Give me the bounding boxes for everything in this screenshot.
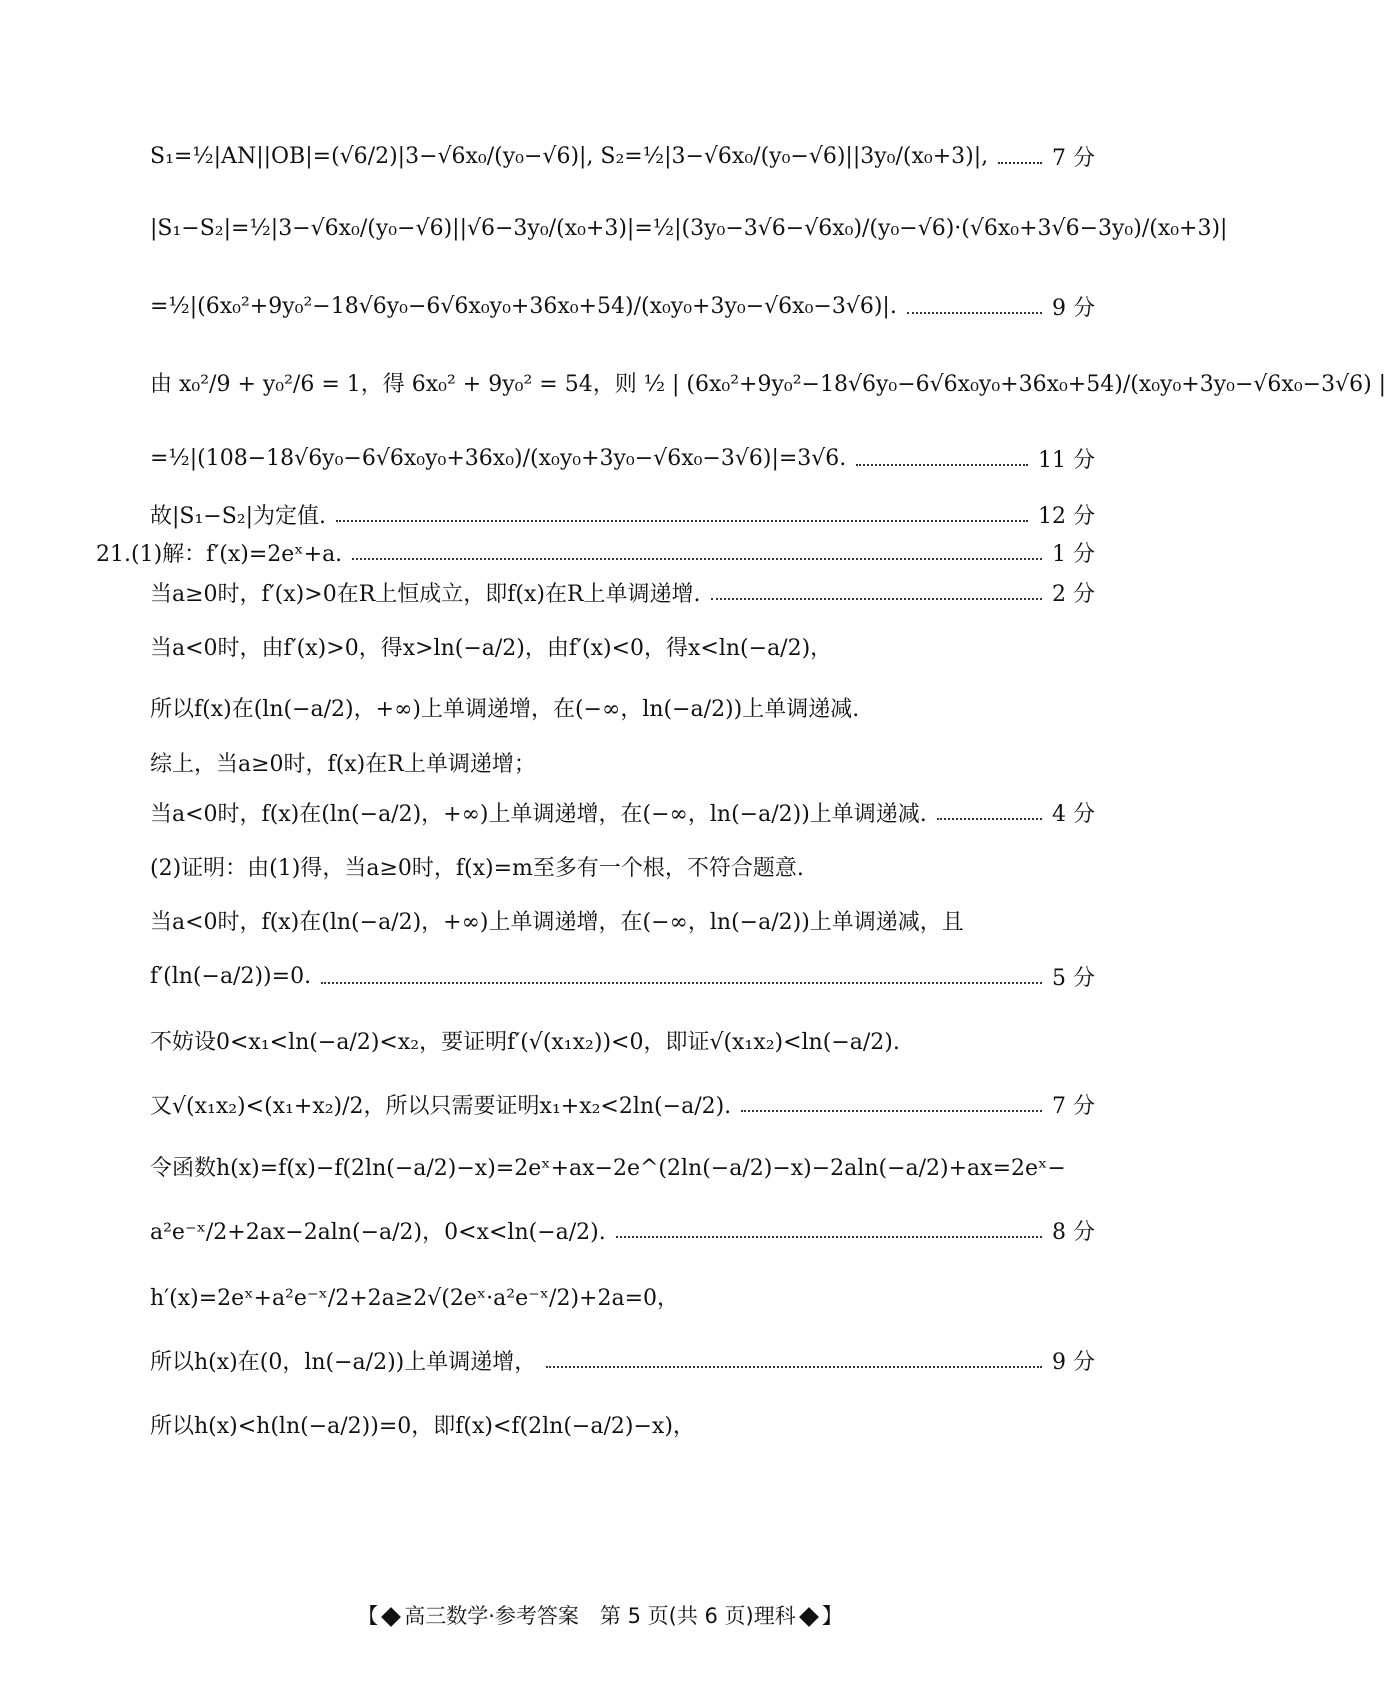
dotted-leader (711, 596, 1042, 600)
math-expression: 故|S₁−S₂|为定值. (150, 503, 327, 529)
math-expression: 所以h(x)在(0，ln(−a/2))上单调递增， (150, 1349, 537, 1375)
math-expression: f′(ln(−a/2))=0. (150, 963, 312, 989)
math-expression: 又√(x₁x₂)<(x₁+x₂)/2，所以只需要证明x₁+x₂<2ln(−a/2). (150, 1093, 732, 1119)
score-label: 12 分 (1038, 503, 1095, 529)
math-expression: (2)证明：由(1)得，当a≥0时，f(x)=m至多有一个根，不符合题意. (150, 855, 804, 881)
math-expression: 当a<0时，由f′(x)>0，得x>ln(−a/2)，由f′(x)<0，得x<ln(−a/2)， (150, 635, 833, 661)
solution-line-15 (150, 944, 1095, 1008)
dotted-leader (741, 1108, 1042, 1112)
math-expression: 21.(1)解：f′(x)=2eˣ+a. (96, 541, 343, 567)
score-label: 7 分 (1052, 1093, 1095, 1119)
solution-line-1 (150, 124, 1095, 188)
solution-line-5 (150, 426, 1095, 490)
score-label: 1 分 (1052, 541, 1095, 567)
score-label: 5 分 (1052, 965, 1095, 991)
score-label: 9 分 (1052, 295, 1095, 321)
diamond-icon (799, 1607, 819, 1627)
solution-line-18 (150, 1134, 1095, 1198)
math-expression: h′(x)=2eˣ+a²e⁻ˣ/2+2a≥2√(2eˣ·a²e⁻ˣ/2)+2a=0， (150, 1285, 680, 1311)
dotted-leader (856, 462, 1028, 466)
dotted-leader (998, 160, 1042, 164)
solution-line-20 (150, 1264, 1095, 1328)
math-expression: a²e⁻ˣ/2+2ax−2aln(−a/2)，0<x<ln(−a/2). (150, 1219, 606, 1245)
math-expression: 当a≥0时，f′(x)>0在R上恒成立，即f(x)在R上单调递增. (150, 581, 701, 607)
dotted-leader (616, 1234, 1042, 1238)
score-label: 8 分 (1052, 1219, 1095, 1245)
solution-line-16 (150, 1008, 1095, 1072)
solution-line-22 (150, 1392, 1095, 1456)
math-expression: 所以f(x)在(ln(−a/2)，+∞)上单调递增，在(−∞，ln(−a/2))上单调递减. (150, 696, 860, 722)
score-label: 9 分 (1052, 1349, 1095, 1375)
score-label: 2 分 (1052, 581, 1095, 607)
math-expression: |S₁−S₂|=½|3−√6x₀/(y₀−√6)||√6−3y₀/(x₀+3)|=½|(3y₀−3√6−√6x₀)/(y₀−√6)·(√6x₀+3√6−3y₀)/(x₀+3)| (150, 215, 1228, 241)
score-label: 4 分 (1052, 801, 1095, 827)
page-footer (0, 1600, 1200, 1630)
solution-line-21 (150, 1328, 1095, 1392)
math-expression: 所以h(x)<h(ln(−a/2))=0，即f(x)<f(2ln(−a/2)−x)， (150, 1413, 695, 1439)
math-expression: 令函数h(x)=f(x)−f(2ln(−a/2)−x)=2eˣ+ax−2e^(2ln(−a/2)−x)−2aln(−a/2)+ax=2eˣ− (150, 1155, 1066, 1181)
math-expression: =½|(108−18√6y₀−6√6x₀y₀+36x₀)/(x₀y₀+3y₀−√6x₀−3√6)|=3√6. (150, 445, 847, 471)
solution-line-3 (150, 274, 1095, 338)
solution-line-2 (150, 196, 1228, 260)
diamond-icon (381, 1607, 401, 1627)
solution-line-17 (150, 1072, 1095, 1136)
math-expression: 当a<0时，f(x)在(ln(−a/2)，+∞)上单调递增，在(−∞，ln(−a/2))上单调递减. (150, 801, 927, 827)
math-expression: S₁=½|AN||OB|=(√6/2)|3−√6x₀/(y₀−√6)|, S₂=½|3−√6x₀/(y₀−√6)||3y₀/(x₀+3)|, (150, 143, 989, 169)
solution-line-14 (150, 888, 1095, 952)
dotted-leader (937, 816, 1042, 820)
math-expression: 不妨设0<x₁<ln(−a/2)<x₂，要证明f′(√(x₁x₂))<0，即证√(x₁x₂)<ln(−a/2). (150, 1029, 900, 1055)
solution-line-4 (150, 350, 1386, 414)
score-label: 7 分 (1052, 145, 1095, 171)
math-expression: 当a<0时，f(x)在(ln(−a/2)，+∞)上单调递增，在(−∞，ln(−a/2))上单调递减，且 (150, 909, 964, 935)
dotted-leader (907, 310, 1042, 314)
math-expression: 由 x₀²/9 + y₀²/6 = 1，得 6x₀² + 9y₀² = 54，则 ½ | (6x₀²+9y₀²−18√6y₀−6√6x₀y₀+36x₀+54)/(x₀y₀+3y₀−√6x₀−3√6) | (150, 371, 1386, 397)
dotted-leader (321, 980, 1042, 984)
footer-text: 高三数学·参考答案 第 5 页(共 6 页)理科 (404, 1604, 796, 1628)
solution-line-9 (150, 614, 1095, 678)
score-label: 11 分 (1038, 447, 1095, 473)
solution-line-19 (150, 1198, 1095, 1262)
footer-bracket-right: 】 (821, 1604, 843, 1628)
footer-bracket-left: 【 (357, 1604, 379, 1628)
dotted-leader (546, 1364, 1042, 1368)
math-expression: =½|(6x₀²+9y₀²−18√6y₀−6√6x₀y₀+36x₀+54)/(x₀y₀+3y₀−√6x₀−3√6)|. (150, 293, 897, 319)
math-expression: 综上，当a≥0时，f(x)在R上单调递增； (150, 751, 536, 777)
